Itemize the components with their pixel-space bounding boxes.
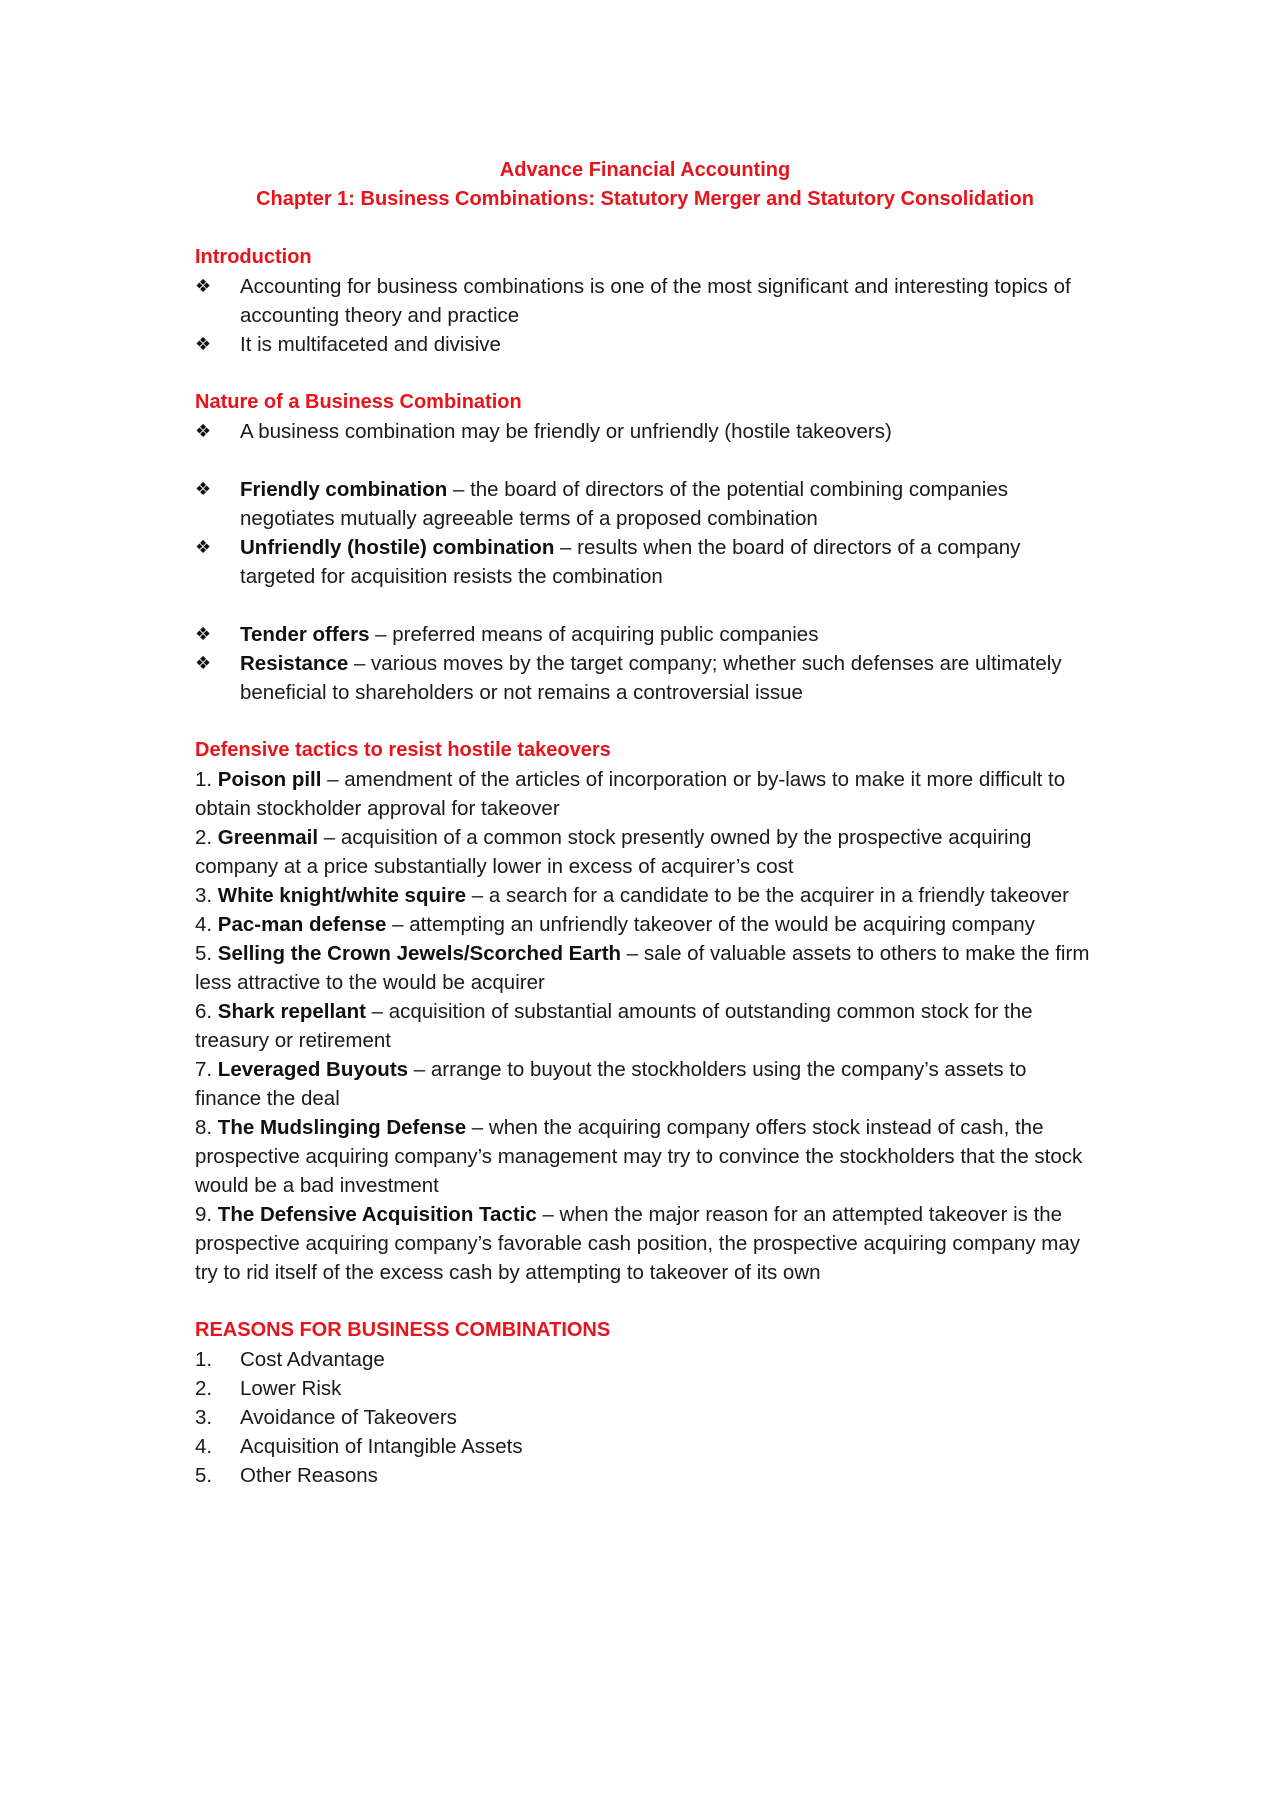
reasons-heading: REASONS FOR BUSINESS COMBINATIONS: [195, 1319, 611, 1341]
introduction-heading: Introduction: [195, 246, 312, 268]
term: Pac-man defense: [217, 913, 387, 936]
tactic-number: 5.: [195, 942, 218, 965]
list-item: [195, 272, 1095, 330]
course-title: Advance Financial Accounting: [499, 159, 791, 181]
term: Friendly combination: [240, 478, 448, 501]
tactic-item: [195, 765, 1095, 823]
list-number: 3.: [195, 1406, 213, 1429]
tactic-item: [195, 1200, 1095, 1287]
tactic-number: 7.: [195, 1058, 218, 1081]
term-description: – sale of valuable assets to others to make the firm less attractive to the would be acquirer: [195, 942, 1090, 994]
list-item-text: It is multifaceted and divisive: [240, 333, 501, 356]
list-item: [195, 475, 1095, 533]
term-description: – attempting an unfriendly takeover of the would be acquiring company: [386, 913, 1035, 936]
tactic-number: 2.: [195, 826, 218, 849]
term-description: – arrange to buyout the stockholders using the company’s assets to finance the deal: [195, 1058, 1027, 1110]
list-item-text: Other Reasons: [240, 1464, 378, 1487]
reasons-list: [195, 1345, 1095, 1490]
list-item: [195, 1432, 1095, 1461]
tactic-item: [195, 1055, 1095, 1113]
term-description: – acquisition of a common stock presently owned by the prospective acquiring company at a price substantially lower in excess of acquirer’s cost: [195, 826, 1032, 878]
document-page: [195, 156, 1095, 1490]
list-item: [195, 1403, 1095, 1432]
list-item-text: Acquisition of Intangible Assets: [240, 1435, 523, 1458]
term: Shark repellant: [217, 1000, 366, 1023]
term-description: – when the acquiring company offers stock instead of cash, the prospective acquiring company’s management may try to convince the stockholders that the stock would be a bad investment: [195, 1116, 1083, 1197]
list-item-text: Avoidance of Takeovers: [240, 1406, 457, 1429]
list-item-text: Cost Advantage: [240, 1348, 385, 1371]
list-item-text: Lower Risk: [240, 1377, 342, 1400]
diamond-cross-bullet-icon: ❖: [195, 624, 212, 644]
term: White knight/white squire: [217, 884, 467, 907]
term-description: – results when the board of directors of a company targeted for acquisition resists the combination: [240, 536, 1021, 588]
tactic-item: [195, 939, 1095, 997]
tactic-number: 1.: [195, 768, 218, 791]
tactic-number: 9.: [195, 1203, 218, 1226]
tactic-item: [195, 823, 1095, 881]
term-description: – a search for a candidate to be the acquirer in a friendly takeover: [466, 884, 1069, 907]
term: Unfriendly (hostile) combination: [240, 536, 555, 559]
diamond-cross-bullet-icon: ❖: [195, 421, 212, 441]
tactic-number: 4.: [195, 913, 218, 936]
list-item: [195, 620, 1095, 649]
term: Selling the Crown Jewels/Scorched Earth: [217, 942, 622, 965]
term: The Defensive Acquisition Tactic: [217, 1203, 537, 1226]
list-item: [195, 417, 1095, 446]
tactic-number: 3.: [195, 884, 218, 907]
defensive-tactics-heading: Defensive tactics to resist hostile takeovers: [195, 739, 611, 761]
tactic-number: 8.: [195, 1116, 218, 1139]
list-number: 4.: [195, 1435, 213, 1458]
diamond-cross-bullet-icon: ❖: [195, 276, 212, 296]
diamond-cross-bullet-icon: ❖: [195, 479, 212, 499]
term-description: – when the major reason for an attempted takeover is the prospective acquiring company’s favorable cash position, the prospective acquiring company may try to rid itself of the excess cash by attempting to takeover of its own: [195, 1203, 1081, 1284]
diamond-cross-bullet-icon: ❖: [195, 653, 212, 673]
diamond-cross-bullet-icon: ❖: [195, 537, 212, 557]
term: Leveraged Buyouts: [217, 1058, 409, 1081]
term-description: – acquisition of substantial amounts of outstanding common stock for the treasury or retirement: [195, 1000, 1033, 1052]
nature-heading: Nature of a Business Combination: [195, 391, 522, 413]
diamond-cross-bullet-icon: ❖: [195, 334, 212, 354]
nature-list: [195, 417, 1095, 446]
tactic-item: [195, 997, 1095, 1055]
term: Tender offers: [240, 623, 370, 646]
list-item: [195, 533, 1095, 591]
tactic-number: 6.: [195, 1000, 218, 1023]
list-item: [195, 649, 1095, 707]
term-description: – the board of directors of the potential combining companies negotiates mutually agreeable terms of a proposed combination: [240, 478, 1008, 530]
chapter-title: Chapter 1: Business Combinations: Statutory Merger and Statutory Consolidation: [256, 188, 1034, 210]
term-description: – preferred means of acquiring public companies: [369, 623, 819, 646]
list-item: [195, 330, 1095, 359]
term: Greenmail: [217, 826, 319, 849]
term-description: – various moves by the target company; whether such defenses are ultimately beneficial to shareholders or not remains a controversial issue: [240, 652, 1062, 704]
list-item: [195, 1374, 1095, 1403]
list-item: [195, 1461, 1095, 1490]
list-number: 1.: [195, 1348, 213, 1371]
term: Poison pill: [217, 768, 322, 791]
defensive-tactics-list: [195, 765, 1095, 1287]
tactic-item: [195, 910, 1095, 939]
combination-types-list: [195, 475, 1095, 591]
introduction-list: [195, 272, 1095, 359]
term-description: – amendment of the articles of incorporation or by-laws to make it more difficult to obtain stockholder approval for takeover: [195, 768, 1066, 820]
term: Resistance: [240, 652, 349, 675]
takeover-means-list: [195, 620, 1095, 707]
list-number: 2.: [195, 1377, 213, 1400]
term: The Mudslinging Defense: [217, 1116, 467, 1139]
tactic-item: [195, 881, 1095, 910]
list-item-text: Accounting for business combinations is one of the most significant and interesting topics of accounting theory and practice: [240, 275, 1071, 327]
tactic-item: [195, 1113, 1095, 1200]
list-number: 5.: [195, 1464, 213, 1487]
list-item-text: A business combination may be friendly or unfriendly (hostile takeovers): [240, 420, 892, 443]
list-item: [195, 1345, 1095, 1374]
